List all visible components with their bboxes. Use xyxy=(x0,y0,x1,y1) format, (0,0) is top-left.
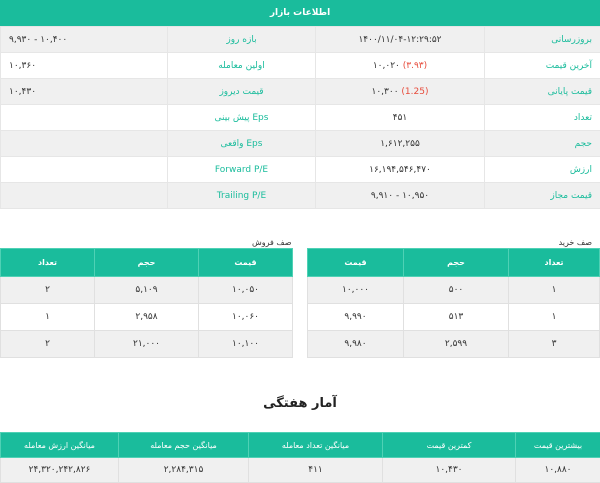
market-label: قیمت مجاز xyxy=(485,183,600,209)
market-value xyxy=(316,105,485,131)
column-header: قیمت xyxy=(199,249,293,277)
column-header: میانگین ارزش معامله xyxy=(1,433,119,458)
table-row xyxy=(1,277,293,304)
table-cell: ۲,۵۹۹ xyxy=(404,331,509,358)
market-info-row xyxy=(1,27,600,53)
table-cell: ۱۰,۰۶۰ xyxy=(199,304,293,331)
weekly-stats-table xyxy=(0,432,600,483)
sell-queue-table xyxy=(0,248,293,358)
market-label-secondary: Trailing P/E xyxy=(168,183,316,209)
column-header: کمترین قیمت xyxy=(383,433,516,458)
column-header: حجم xyxy=(404,249,509,277)
column-header: بیشترین قیمت xyxy=(516,433,600,458)
market-info-table xyxy=(0,26,600,209)
sell-queue-caption: صف فروش xyxy=(252,238,291,247)
market-label-secondary: Eps واقعی xyxy=(168,131,316,157)
market-info-header xyxy=(0,0,600,26)
weekly-stats-row xyxy=(1,458,600,483)
market-info-row xyxy=(1,53,600,79)
market-label: بروزرسانی xyxy=(485,27,600,53)
table-cell: ۱۰,۱۰۰ xyxy=(199,331,293,358)
market-label: تعداد xyxy=(485,105,600,131)
market-label-secondary: بازه روز xyxy=(168,27,316,53)
table-cell: ۱۰,۰۵۰ xyxy=(199,277,293,304)
table-cell: ۱۰,۰۰۰ xyxy=(308,277,404,304)
market-label-secondary: Eps پیش بینی xyxy=(168,105,316,131)
market-info-row xyxy=(1,105,600,131)
market-value-number: ۱۰,۰۲۰ xyxy=(373,61,400,71)
table-cell: ۹,۹۸۰ xyxy=(308,331,404,358)
market-value-secondary: ۱۰,۴۳۰ xyxy=(1,79,168,105)
market-value-change: (1.25) xyxy=(401,87,428,97)
market-info-row xyxy=(1,79,600,105)
column-header: قیمت xyxy=(308,249,404,277)
table-cell: ۱۰,۴۳۰ xyxy=(383,458,516,483)
table-cell: ۲ xyxy=(1,331,95,358)
market-value-secondary xyxy=(1,157,168,183)
market-info-row xyxy=(1,131,600,157)
market-label: حجم xyxy=(485,131,600,157)
column-header: تعداد xyxy=(1,249,95,277)
market-label-secondary: قیمت دیروز xyxy=(168,79,316,105)
market-value-number: ۱۰,۳۰۰ xyxy=(372,87,399,97)
buy-queue-caption: صف خرید xyxy=(559,238,592,247)
market-value-change: (۳.۹۳) xyxy=(403,61,427,71)
market-value-number: ۴۵۱ xyxy=(393,113,408,123)
market-value-number: ۱,۶۱۲,۲۵۵ xyxy=(380,139,420,149)
column-header: میانگین تعداد معامله xyxy=(249,433,383,458)
market-value-secondary xyxy=(1,131,168,157)
market-label: قیمت پایانی xyxy=(485,79,600,105)
market-value-secondary: ۱۰,۳۶۰ xyxy=(1,53,168,79)
table-cell: ۹,۹۹۰ xyxy=(308,304,404,331)
table-cell: ۱ xyxy=(509,277,600,304)
market-value xyxy=(316,157,485,183)
table-cell: ۲۱,۰۰۰ xyxy=(95,331,199,358)
market-label-secondary: Forward P/E xyxy=(168,157,316,183)
market-value-secondary xyxy=(1,183,168,209)
buy-queue-table xyxy=(307,248,600,358)
table-cell: ۳ xyxy=(509,331,600,358)
table-cell: ۲,۲۸۴,۳۱۵ xyxy=(119,458,249,483)
column-header: میانگین حجم معامله xyxy=(119,433,249,458)
table-cell: ۱ xyxy=(509,304,600,331)
market-value-secondary: ۱۰,۴۰۰ - ۹,۹۳۰ xyxy=(1,27,168,53)
table-cell: ۵۱۳ xyxy=(404,304,509,331)
table-cell: ۲ xyxy=(1,277,95,304)
table-cell: ۴۱۱ xyxy=(249,458,383,483)
market-info-title: اطلاعات بازار xyxy=(270,8,330,18)
table-row xyxy=(308,331,600,358)
table-row xyxy=(1,331,293,358)
weekly-stats-title: آمار هفتگی xyxy=(0,396,600,411)
market-value xyxy=(316,79,485,105)
table-row xyxy=(308,277,600,304)
market-value xyxy=(316,53,485,79)
column-header: تعداد xyxy=(509,249,600,277)
market-info-row xyxy=(1,157,600,183)
market-value xyxy=(316,183,485,209)
table-cell: ۱۰,۸۸۰ xyxy=(516,458,600,483)
market-info-row xyxy=(1,183,600,209)
table-row xyxy=(1,304,293,331)
market-label: آخرین قیمت xyxy=(485,53,600,79)
table-row xyxy=(308,304,600,331)
market-value-number: ۱۶,۱۹۴,۵۴۶,۴۷۰ xyxy=(369,165,431,175)
column-header: حجم xyxy=(95,249,199,277)
market-value-secondary xyxy=(1,105,168,131)
table-cell: ۱ xyxy=(1,304,95,331)
table-cell: ۵,۱۰۹ xyxy=(95,277,199,304)
market-value xyxy=(316,27,485,53)
market-value-number: ۱۰,۹۵۰ - ۹,۹۱۰ xyxy=(371,191,429,201)
table-cell: ۲,۹۵۸ xyxy=(95,304,199,331)
table-cell: ۲۴,۳۲۰,۲۴۲,۸۲۶ xyxy=(1,458,119,483)
market-label-secondary: اولین معامله xyxy=(168,53,316,79)
market-value xyxy=(316,131,485,157)
market-label: ارزش xyxy=(485,157,600,183)
market-value-number: ۱۴۰۰/۱۱/۰۴-۱۲:۲۹:۵۲ xyxy=(358,35,441,45)
table-cell: ۵۰۰ xyxy=(404,277,509,304)
